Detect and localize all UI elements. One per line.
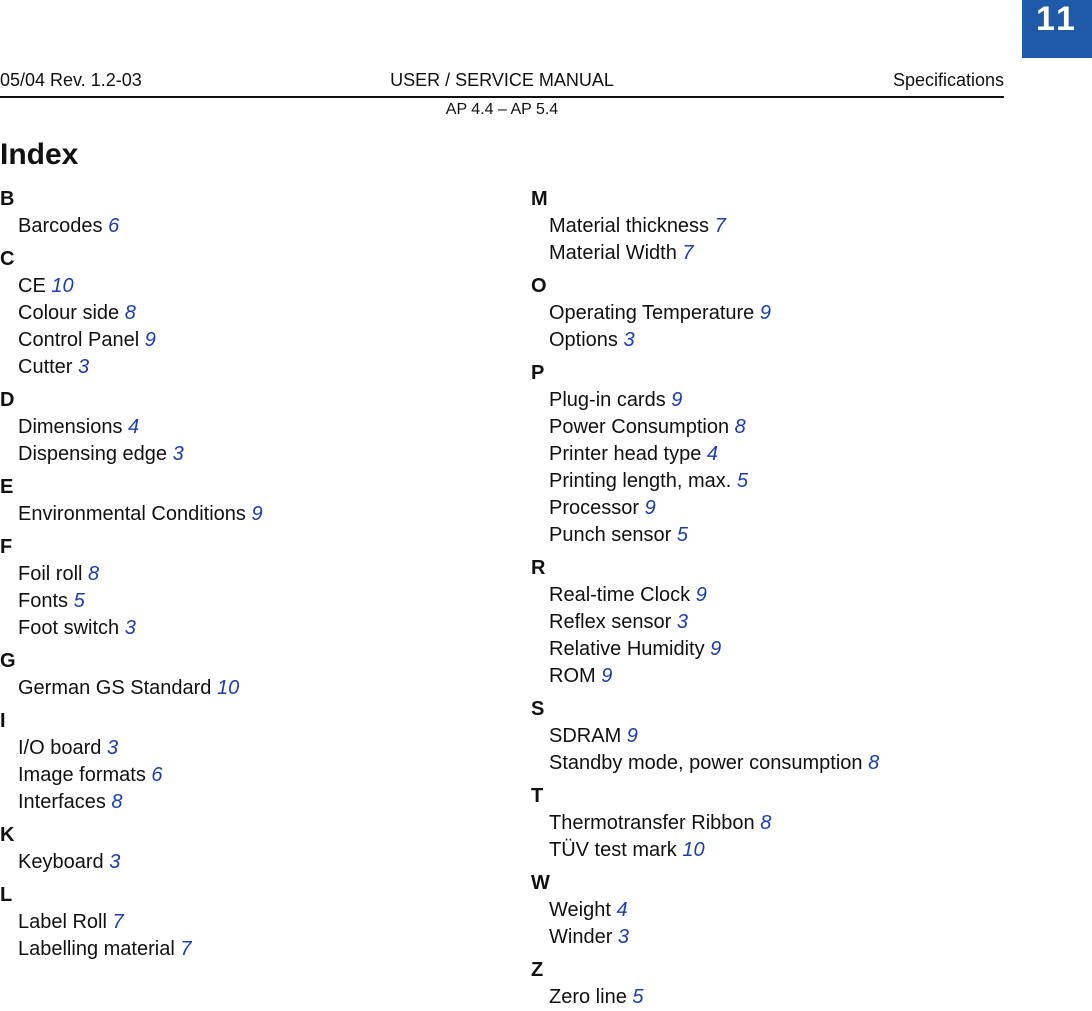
index-group-letter: L: [0, 884, 13, 906]
index-term: Punch sensor: [549, 524, 672, 546]
index-entry: [0, 588, 480, 615]
index-entry: [0, 327, 480, 354]
index-group-letter: D: [0, 389, 15, 411]
index-column-left: [0, 186, 480, 963]
index-column-right: [531, 186, 1011, 1011]
index-term: Printer head type: [549, 443, 702, 465]
index-page-link[interactable]: 10: [682, 839, 705, 861]
index-term: Real-time Clock: [549, 584, 691, 606]
index-entry: [531, 213, 1011, 240]
index-entry: [531, 984, 1011, 1011]
index-group-letter: S: [531, 698, 545, 720]
index-entry: [531, 240, 1011, 267]
index-term: Foil roll: [18, 563, 83, 585]
header-model-range: AP 4.4 – AP 5.4: [445, 101, 559, 118]
index-term: SDRAM: [549, 725, 622, 747]
index-term: Dispensing edge: [18, 443, 167, 465]
index-term: Reflex sensor: [549, 611, 672, 633]
index-entry: [531, 441, 1011, 468]
index-term: Standby mode, power consumption: [549, 752, 863, 774]
index-entry: [531, 897, 1011, 924]
index-group-letter: B: [0, 188, 15, 210]
index-page-link[interactable]: 9: [601, 665, 613, 687]
index-entry: [531, 582, 1011, 609]
index-entry: [531, 636, 1011, 663]
index-page-link[interactable]: 3: [617, 926, 630, 948]
index-term: Winder: [549, 926, 613, 948]
chapter-tab: 11: [1022, 0, 1092, 58]
index-entry: [531, 387, 1011, 414]
index-page-link[interactable]: 3: [172, 443, 184, 465]
index-term: Relative Humidity: [549, 638, 705, 660]
header-divider: [0, 96, 1004, 98]
index-page-link[interactable]: 9: [695, 584, 707, 606]
index-page-link[interactable]: 7: [180, 938, 192, 960]
index-page-link[interactable]: 6: [151, 764, 163, 786]
index-entry: [531, 810, 1011, 837]
header-section: Specifications: [892, 70, 1004, 90]
index-term: German GS Standard: [18, 677, 212, 699]
index-term: Colour side: [18, 302, 120, 324]
index-term: Material thickness: [549, 215, 710, 237]
index-page-link[interactable]: 8: [868, 752, 880, 774]
index-entry: [531, 924, 1011, 951]
index-entry: [531, 495, 1011, 522]
index-term: Options: [549, 329, 618, 351]
index-page-link[interactable]: 7: [682, 242, 694, 264]
index-group-letter: R: [531, 557, 546, 579]
index-entry: [0, 273, 480, 300]
index-term: Material Width: [549, 242, 677, 264]
index-entry: [0, 849, 480, 876]
index-group-letter: G: [0, 650, 16, 672]
index-group-letter: I: [0, 710, 6, 732]
index-term: Barcodes: [18, 215, 103, 237]
index-term: ROM: [549, 665, 596, 687]
index-term: Interfaces: [18, 791, 106, 813]
index-group-letter: W: [531, 872, 550, 894]
index-page-link[interactable]: 8: [124, 302, 136, 324]
index-term: Keyboard: [18, 851, 104, 873]
index-page-link[interactable]: 8: [760, 812, 772, 834]
index-entry: [0, 354, 480, 381]
index-entry: [531, 663, 1011, 690]
index-term: Weight: [549, 899, 611, 921]
index-entry: [0, 561, 480, 588]
index-term: Image formats: [18, 764, 146, 786]
index-group-letter: E: [0, 476, 14, 498]
index-group-letter: Z: [531, 959, 544, 981]
index-page-link[interactable]: 3: [623, 329, 635, 351]
index-entry: [0, 501, 480, 528]
index-entry: [531, 300, 1011, 327]
index-term: Zero line: [549, 986, 627, 1008]
index-term: I/O board: [18, 737, 102, 759]
index-term: Thermotransfer Ribbon: [549, 812, 755, 834]
index-entry: [531, 327, 1011, 354]
index-term: Foot switch: [18, 617, 120, 639]
index-page-link[interactable]: 10: [51, 275, 74, 297]
page-title: Index: [0, 138, 79, 171]
index-entry: [0, 735, 480, 762]
index-page-link[interactable]: 9: [626, 725, 638, 747]
index-page-link[interactable]: 5: [736, 470, 749, 492]
index-entry: [0, 762, 480, 789]
index-term: Processor: [549, 497, 640, 519]
index-group-letter: T: [531, 785, 544, 807]
index-entry: [0, 441, 480, 468]
index-page-link[interactable]: 9: [759, 302, 771, 324]
index-page-link[interactable]: 8: [111, 791, 123, 813]
index-page-link[interactable]: 4: [128, 416, 140, 438]
index-entry: [0, 909, 480, 936]
index-term: Operating Temperature: [549, 302, 755, 324]
index-term: Fonts: [18, 590, 69, 612]
index-page-link[interactable]: 4: [616, 899, 628, 921]
index-term: Plug-in cards: [549, 389, 666, 411]
index-entry: [531, 837, 1011, 864]
index-entry: [0, 789, 480, 816]
index-page-link[interactable]: 6: [108, 215, 120, 237]
index-term: Labelling material: [18, 938, 175, 960]
index-entry: [0, 615, 480, 642]
index-term: Cutter: [18, 356, 73, 378]
index-entry: [531, 609, 1011, 636]
index-page-link[interactable]: 9: [644, 497, 656, 519]
index-term: Environmental Conditions: [18, 503, 246, 525]
index-page-link[interactable]: 9: [710, 638, 722, 660]
index-entry: [531, 522, 1011, 549]
index-term: TÜV test mark: [549, 839, 677, 861]
header-manual-title: USER / SERVICE MANUAL: [390, 70, 614, 90]
index-page-link[interactable]: 4: [706, 443, 719, 465]
index-term: Dimensions: [18, 416, 123, 438]
index-group-letter: C: [0, 248, 15, 270]
index-group-letter: K: [0, 824, 15, 846]
index-page-link[interactable]: 3: [109, 851, 121, 873]
index-page-link[interactable]: 5: [73, 590, 85, 612]
index-page-link[interactable]: 5: [632, 986, 644, 1008]
index-entry: [0, 300, 480, 327]
index-entry: [0, 675, 480, 702]
index-page-link[interactable]: 3: [124, 617, 136, 639]
index-term: CE: [18, 275, 46, 297]
index-entry: [0, 414, 480, 441]
index-term: Power Consumption: [549, 416, 730, 438]
index-entry: [531, 750, 1011, 777]
index-entry: [531, 414, 1011, 441]
index-page-link[interactable]: 3: [106, 737, 119, 759]
header-revision: 05/04 Rev. 1.2-03: [0, 70, 142, 90]
index-page-link[interactable]: 9: [251, 503, 263, 525]
index-entry: [0, 936, 480, 963]
index-page-link[interactable]: 3: [676, 611, 688, 633]
index-entry: [531, 723, 1011, 750]
index-group-letter: O: [531, 275, 547, 297]
index-group-letter: F: [0, 536, 13, 558]
index-page-link[interactable]: 5: [676, 524, 688, 546]
index-term: Control Panel: [18, 329, 140, 351]
index-page-link[interactable]: 7: [112, 911, 124, 933]
index-page-link[interactable]: 9: [671, 389, 683, 411]
index-page-link[interactable]: 8: [734, 416, 746, 438]
index-term: Printing length, max.: [549, 470, 732, 492]
index-group-letter: P: [531, 362, 545, 384]
page-header: [0, 70, 1004, 94]
index-entry: [0, 213, 480, 240]
index-page-link[interactable]: 9: [144, 329, 156, 351]
index-entry: [531, 468, 1011, 495]
index-page-link[interactable]: 7: [714, 215, 726, 237]
index-group-letter: M: [531, 188, 548, 210]
index-page-link[interactable]: 10: [217, 677, 240, 699]
index-page-link[interactable]: 3: [78, 356, 90, 378]
index-term: Label Roll: [18, 911, 107, 933]
index-page-link[interactable]: 8: [88, 563, 100, 585]
